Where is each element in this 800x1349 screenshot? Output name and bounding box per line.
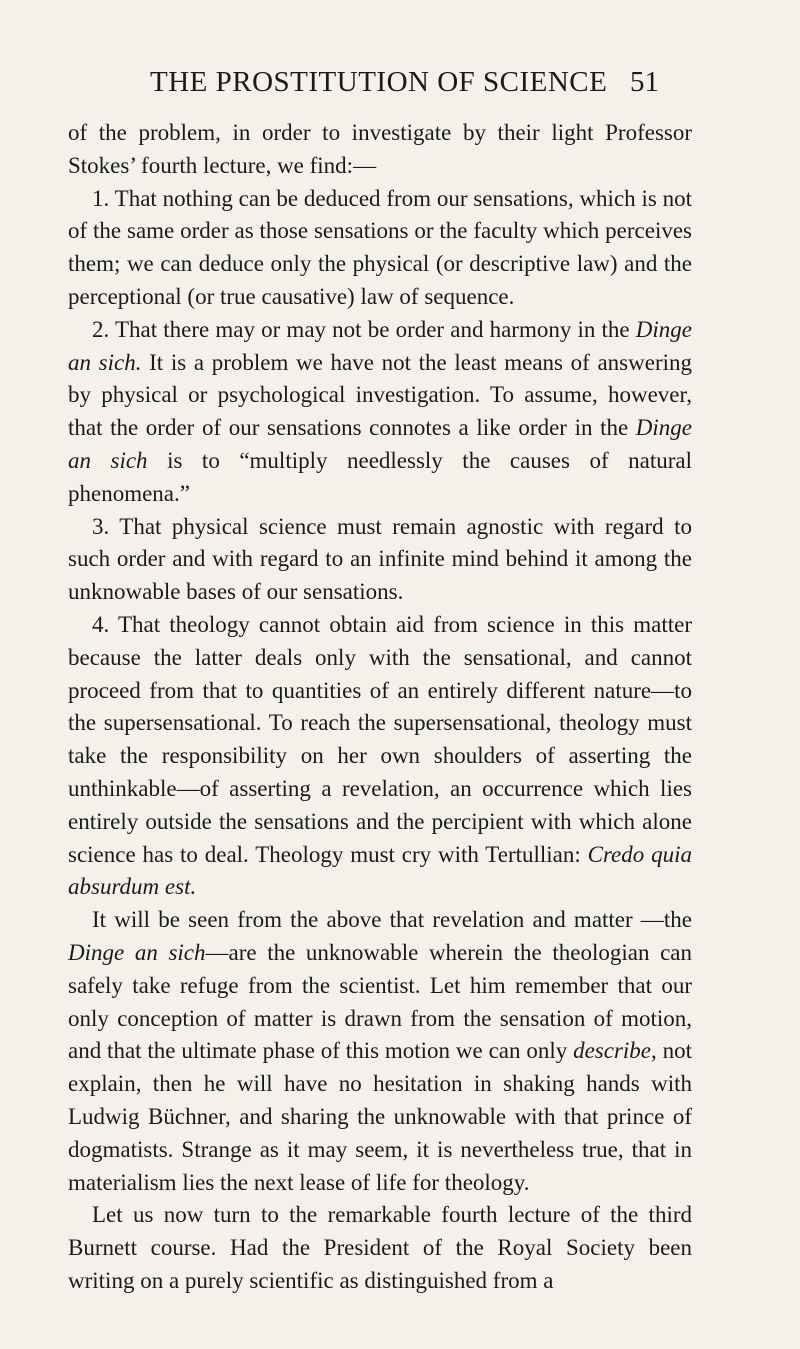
paragraph-point-1: 1. That nothing can be deduced from our sensations, which is not of the same order as those sensations or the faculty which perceives them; we can deduce only the physical (or descriptive law) and the perceptional (or true causative) law of sequence. — [68, 185, 692, 309]
italic-quote: Credo quia absurdum est. — [68, 841, 692, 900]
page-number: 51 — [630, 66, 659, 98]
italic-term: describe, — [573, 1038, 657, 1064]
text-run: It is a problem we have not the least means of answering by physical or psychological investigation. To assume, however, that the order of our sensations connotes a like order in the — [68, 349, 692, 441]
paragraph-continuation: of the problem, in order to investigate by their light Professor Stokes’ fourth lecture, we find:— — [68, 120, 692, 178]
running-head — [0, 66, 800, 110]
text-run: —are the unknowable wherein the theologian can safely take refuge from the scientist. Let him remember that our only conception of matter is drawn from the sensation of motion, and that the ultimate phase of this motion we can only — [68, 939, 692, 1064]
italic-term: Dinge an sich. — [68, 316, 692, 375]
paragraph-point-2 — [68, 314, 692, 511]
paragraph-next-lecture: Let us now turn to the remarkable fourth lecture of the third Burnett course. Had the President of the Royal Society been writing on a purely scientific as distinguished from a — [68, 1202, 692, 1293]
italic-term: Dinge an sich — [68, 415, 692, 473]
paragraph-point-3: 3. That physical science must remain agnostic with regard to such order and with regard to an infinite mind behind it among the unknowable bases of our sensations. — [68, 513, 692, 605]
text-run: 4. That theology cannot obtain aid from science in this matter because the latter deals only with the sensational, and cannot proceed from that to quantities of an entirely different nature—to the supersensational. To reach the supersensational, theology must take the responsibility on her own shoulders of asserting the unthinkable—of asserting a revelation, an occurrence which lies entirely outside the sensations and the percipient with which alone science has to deal. Theology must cry with Tertullian: — [68, 611, 692, 867]
text-run: 2. That there may or may not be order and harmony in the — [92, 316, 636, 342]
italic-term: Dinge an sich — [68, 939, 206, 965]
body-text — [68, 117, 692, 1298]
text-run: It will be seen from the above that revelation and matter —the — [92, 907, 692, 933]
text-run: not explain, then he will have no hesitation in shaking hands with Ludwig Büchner, and sharing the unknowable with that prince of dogmatists. Strange as it may seem, it is nevertheless true, that in materialism lies the next lease of life for theology. — [68, 1038, 693, 1195]
text-run: is to “multiply needlessly the causes of natural phenomena.” — [68, 447, 692, 506]
running-title: THE PROSTITUTION OF SCIENCE — [150, 66, 608, 98]
paragraph-point-4 — [68, 609, 692, 904]
paragraph-summary — [68, 904, 692, 1199]
